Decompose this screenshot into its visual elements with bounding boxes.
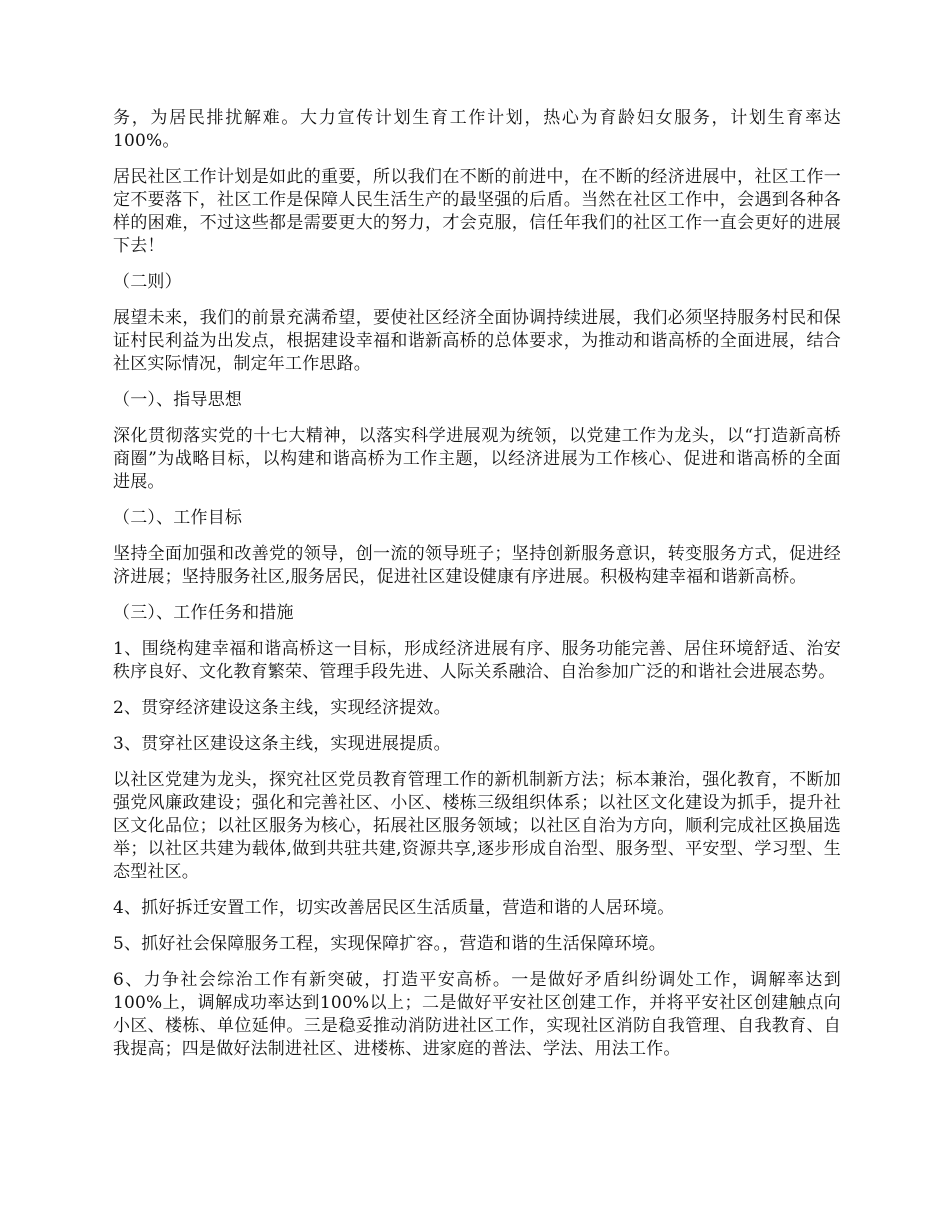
section-heading-guiding-ideology: （一）、指导思想 [113,390,243,410]
section-heading-tasks-measures: （三）、工作任务和措施 [113,603,294,623]
list-item-task-2: 2、贯穿经济建设这条主线，实现经济提效。 [113,698,451,718]
paragraph-work-goals: 坚持全面加强和改善党的领导，创一流的领导班子；坚持创新服务意识，转变服务方式，促进经济进展；坚持服务社区,服务居民，促进社区建设健康有序进展。积极构建幸福和谐新高桥。 [113,544,841,587]
list-item-task-4: 4、抓好拆迁安置工作，切实改善居民区生活质量，营造和谐的人居环境。 [113,898,675,918]
list-item-task-3: 3、贯穿社区建设这条主线，实现进展提质。 [113,734,451,754]
paragraph-guiding-ideology: 深化贯彻落实党的十七大精神，以落实科学进展观为统领，以党建工作为龙头，以“打造新高桥商圈”为战略目标，以构建和谐高桥为工作主题，以经济进展为工作核心、促进和谐高桥的全面进展。 [113,426,841,492]
list-item-task-6: 6、力争社会综治工作有新突破，打造平安高桥。一是做好矛盾纠纷调处工作，调解率达到100%上，调解成功率达到100%以上；二是做好平安社区创建工作，并将平安社区创建触点向小区、楼栋、单位延伸。三是稳妥推动消防进社区工作，实现社区消防自我管理、自我教育、自我提高；四是做好法制进社区、进楼栋、进家庭的普法、学法、用法工作。 [113,970,841,1059]
paragraph-outlook: 展望未来，我们的前景充满希望，要使社区经济全面协调持续进展，我们必须坚持服务村民和保证村民利益为出发点，根据建设幸福和谐新高桥的总体要求，为推动和谐高桥的全面进展，结合社区实际情况，制定年工作思路。 [113,308,841,374]
paragraph-community-importance: 居民社区工作计划是如此的重要，所以我们在不断的前进中，在不断的经济进展中，社区工作一定不要落下，社区工作是保障人民生活生产的最坚强的后盾。当然在社区工作中，会遇到各种各样的困难，不过这些都是需要更大的努力，才会克服，信任年我们的社区工作一直会更好的进展下去！ [113,167,841,256]
list-item-task-1: 1、围绕构建幸福和谐高桥这一目标，形成经济进展有序、服务功能完善、居住环境舒适、治安秩序良好、文化教育繁荣、管理手段先进、人际关系融洽、自治参加广泛的和谐社会进展态势。 [113,639,841,682]
section-heading-work-goals: （二）、工作目标 [113,508,243,528]
paragraph-party-building: 以社区党建为龙头，探究社区党员教育管理工作的新机制新方法；标本兼治，强化教育，不断加强党风廉政建设；强化和完善社区、小区、楼栋三级组织体系；以社区文化建设为抓手，提升社区文化品位；以社区服务为核心，拓展社区服务领域；以社区自治为方向，顺利完成社区换届选举；以社区共建为载体,做到共驻共建,资源共享,逐步形成自治型、服务型、平安型、学习型、生态型社区。 [113,770,841,882]
document-page [113,107,841,1074]
list-item-task-5: 5、抓好社会保障服务工程，实现保障扩容。，营造和谐的生活保障环境。 [113,934,666,954]
section-heading-part-two: （二则） [113,272,182,292]
paragraph-family-planning: 务，为居民排扰解难。大力宣传计划生育工作计划，热心为育龄妇女服务，计划生育率达100%。 [113,108,841,151]
